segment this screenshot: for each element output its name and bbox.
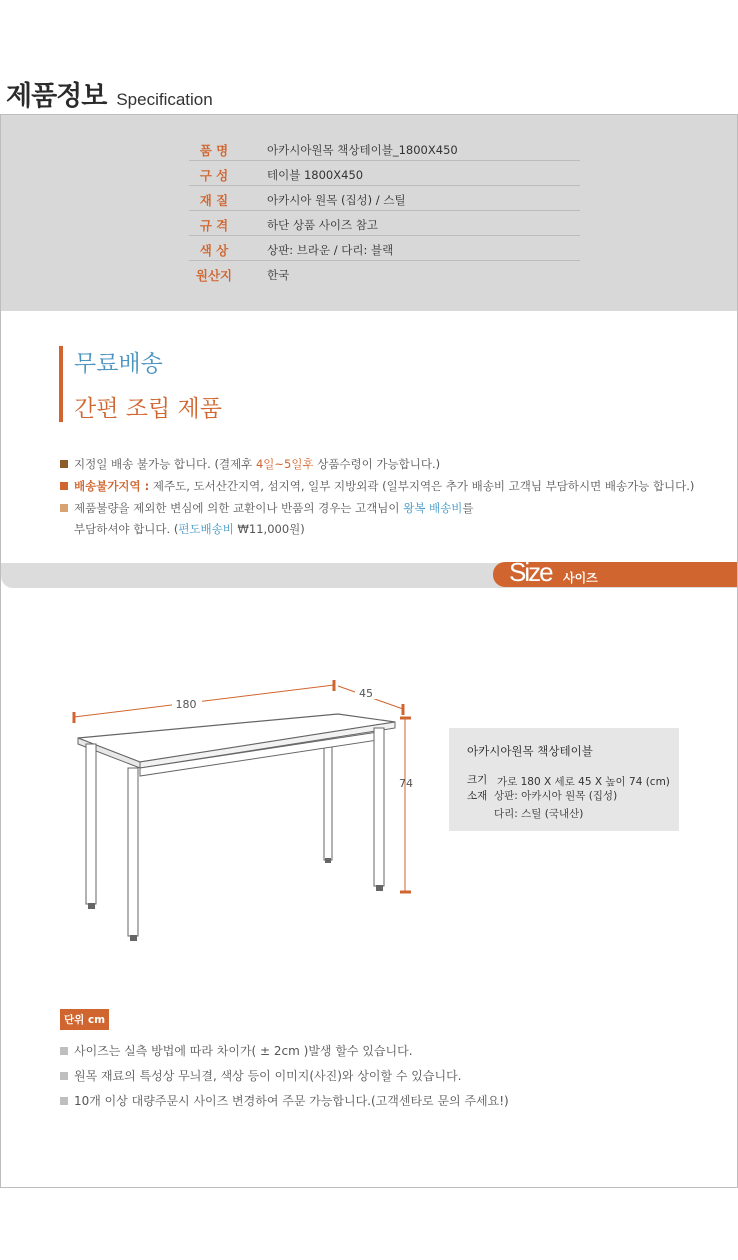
bullet-square-icon — [60, 482, 68, 490]
size-heading: Size — [509, 557, 552, 587]
spec-row — [189, 261, 580, 286]
unit-badge: 단위 cm — [60, 1009, 109, 1030]
notice-restricted-areas: 배송불가지역 : 제주도, 도서산간지역, 섬지역, 일부 지방외곽 (일부지역은 추가 배송비 고객님 부담하시면 배송가능 합니다.) — [60, 478, 694, 494]
size-heading-korean: 사이즈 — [563, 571, 598, 585]
bullet-square-icon — [60, 460, 68, 468]
size-note: 사이즈는 실측 방법에 따라 차이가( ± 2cm )발생 할수 있습니다. — [60, 1042, 413, 1059]
bullet-square-icon — [60, 1097, 68, 1105]
free-shipping-heading: 무료배송 — [74, 351, 163, 377]
bullet-square-icon — [60, 1072, 68, 1080]
size-value: 가로 180 X 세로 45 X 높이 74 (cm) — [497, 776, 670, 788]
bullet-square-icon — [60, 1047, 68, 1055]
spec-value: 아카시아원목 책상테이블_1800X450 — [267, 143, 458, 157]
spec-label: 재 질 — [199, 193, 229, 208]
promo-accent-bar — [59, 346, 63, 422]
notice-delivery-date: 지정일 배송 불가능 합니다. (결제후 4일~5일후 상품수령이 가능합니다.) — [60, 456, 440, 472]
section-title — [6, 74, 213, 113]
material-label: 소재 — [467, 790, 488, 802]
spec-row — [189, 136, 580, 161]
spec-value: 상판: 브라운 / 다리: 블랙 — [267, 243, 394, 257]
depth-dimension-label: 45 — [359, 687, 373, 700]
spec-value: 한국 — [267, 268, 290, 282]
notice-return-policy-cont: 부담하셔야 합니다. (편도배송비 ₩11,000원) — [74, 522, 305, 536]
size-note: 원목 재료의 특성상 무늬결, 색상 등이 이미지(사진)와 상이할 수 있습니다. — [60, 1067, 462, 1084]
spec-label: 구 성 — [199, 168, 229, 183]
size-label: 크기 — [467, 774, 488, 786]
product-name: 아카시아원목 책상테이블 — [467, 744, 593, 758]
bullet-square-icon — [60, 504, 68, 512]
spec-value: 아카시아 원목 (집성) / 스틸 — [267, 193, 406, 207]
title-english: Specification — [116, 90, 213, 109]
notice-return-policy: 제품불량을 제외한 변심에 의한 교환이나 반품의 경우는 고객님이 왕복 배송비를 — [60, 500, 474, 516]
spec-value: 하단 상품 사이즈 참고 — [267, 218, 378, 232]
spec-label: 색 상 — [199, 243, 229, 258]
material-top: 상판: 아카시아 원목 (집성) — [494, 790, 618, 802]
spec-row — [189, 186, 580, 211]
spec-label: 원산지 — [195, 268, 233, 283]
spec-row — [189, 211, 580, 236]
spec-label: 품 명 — [199, 143, 229, 158]
material-leg: 다리: 스틸 (국내산) — [494, 808, 584, 820]
height-dimension-label: 74 — [399, 777, 413, 790]
product-info-box — [449, 728, 679, 831]
width-dimension-label: 180 — [175, 698, 197, 711]
spec-value: 테이블 1800X450 — [267, 168, 364, 182]
table-dimension-drawing — [60, 676, 413, 946]
title-korean: 제품정보 — [6, 81, 107, 112]
spec-row — [189, 161, 580, 186]
spec-row — [189, 236, 580, 261]
size-note: 10개 이상 대량주문시 사이즈 변경하여 주문 가능합니다.(고객센타로 문의 주세요!) — [60, 1092, 509, 1109]
easy-assembly-heading: 간편 조립 제품 — [74, 396, 222, 422]
spec-label: 규 격 — [199, 218, 229, 233]
